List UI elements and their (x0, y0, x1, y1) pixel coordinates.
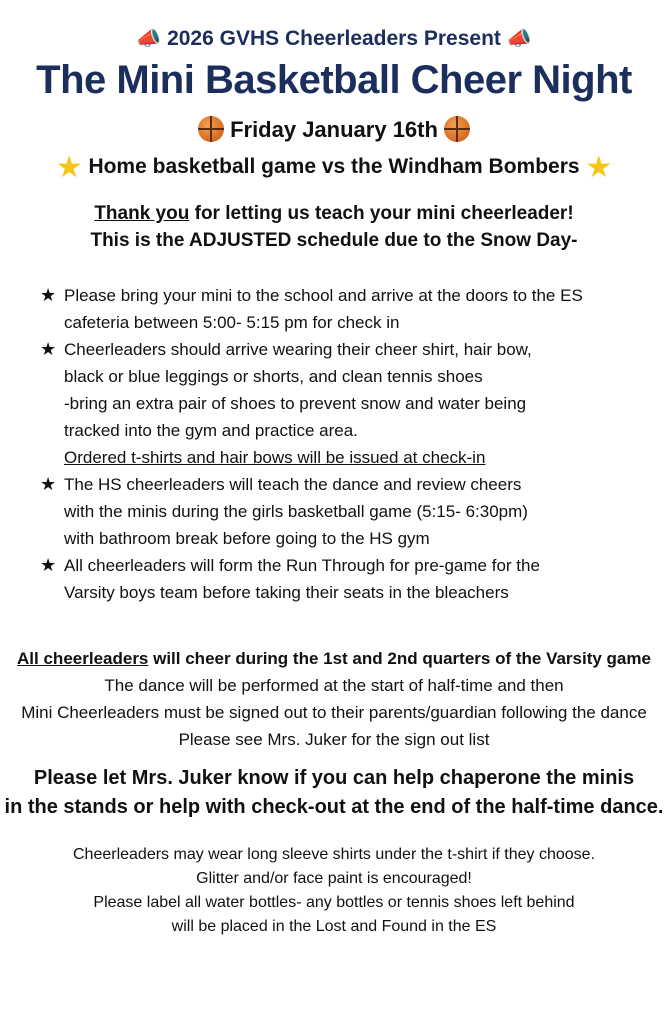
list-item (40, 552, 668, 606)
game-info (0, 150, 668, 185)
sign-out-list-line: Please see Mrs. Juker for the sign out list (178, 730, 490, 749)
list-item-line: with the minis during the girls basketball game (5:15- 6:30pm) (64, 502, 528, 521)
list-item-line: All cheerleaders will form the Run Through for pre-game for the (64, 556, 540, 575)
list-item-line: with bathroom break before going to the HS gym (64, 529, 430, 548)
closing-notes (0, 843, 668, 939)
list-item-line: cafeteria between 5:00- 5:15 pm for check in (64, 313, 400, 332)
list-item-line: The HS cheerleaders will teach the dance and review cheers (64, 475, 522, 494)
bullet-star-icon: ★ (40, 474, 57, 494)
list-item-line: -bring an extra pair of shoes to prevent snow and water being (64, 394, 527, 413)
pre-title-text: 2026 GVHS Cheerleaders Present (167, 27, 501, 50)
bullet-star-icon: ★ (40, 285, 57, 305)
all-cheerleaders-underlined: All cheerleaders (17, 649, 149, 668)
thanks-rest: for letting us teach your mini cheerleader! (189, 203, 574, 224)
cheer-quarters-rest: will cheer during the 1st and 2nd quarters of the Varsity game (148, 649, 651, 668)
list-item (40, 471, 668, 552)
closing-line: Cheerleaders may wear long sleeve shirts under the t-shirt if they choose. (72, 846, 596, 863)
schedule-note: This is the ADJUSTED schedule due to the Snow Day- (90, 230, 578, 251)
list-item-line: Please bring your mini to the school and arrive at the doors to the ES (64, 286, 583, 305)
closing-line: Please label all water bottles- any bottles or tennis shoes left behind (93, 894, 575, 911)
list-item (40, 336, 668, 471)
list-item-line: black or blue leggings or shorts, and clean tennis shoes (64, 367, 483, 386)
page-title: The Mini Basketball Cheer Night (36, 58, 632, 102)
check-in-note: Ordered t-shirts and hair bows will be issued at check-in (64, 448, 486, 467)
chaperone-request (0, 764, 668, 822)
list-item-line: Cheerleaders should arrive wearing their cheer shirt, hair bow, (64, 340, 532, 359)
event-date-text: Friday January 16th (230, 117, 438, 142)
thanks-line (0, 200, 668, 227)
closing-line: will be placed in the Lost and Found in the ES (171, 918, 497, 935)
list-item-line: Varsity boys team before taking their seats in the bleachers (64, 583, 509, 602)
chaperone-line: in the stands or help with check-out at the end of the half-time dance. (4, 796, 664, 818)
intro (0, 200, 668, 254)
chaperone-line: Please let Mrs. Juker know if you can help chaperone the minis (33, 767, 635, 789)
megaphone-icon: 📣 (136, 28, 162, 50)
basketball-icon (198, 116, 224, 142)
dance-line: The dance will be performed at the start of half-time and then (104, 676, 564, 695)
sign-out-line: Mini Cheerleaders must be signed out to their parents/guardian following the dance (21, 703, 647, 722)
game-day-info (0, 645, 668, 753)
pre-title (0, 26, 668, 51)
game-info-text: Home basketball game vs the Windham Bombers (88, 155, 580, 178)
megaphone-icon: 📣 (506, 28, 532, 50)
cheer-quarters-line (0, 645, 668, 672)
event-date (0, 116, 668, 143)
list-item-line: tracked into the gym and practice area. (64, 421, 358, 440)
list-item (40, 282, 668, 336)
bullet-star-icon: ★ (40, 339, 57, 359)
bullet-star-icon: ★ (40, 555, 57, 575)
star-icon: ★ (585, 151, 613, 184)
basketball-icon (444, 116, 470, 142)
bullet-list (40, 282, 668, 606)
thank-you-underlined: Thank you (94, 203, 190, 224)
closing-line: Glitter and/or face paint is encouraged! (196, 870, 472, 887)
star-icon: ★ (55, 151, 83, 184)
